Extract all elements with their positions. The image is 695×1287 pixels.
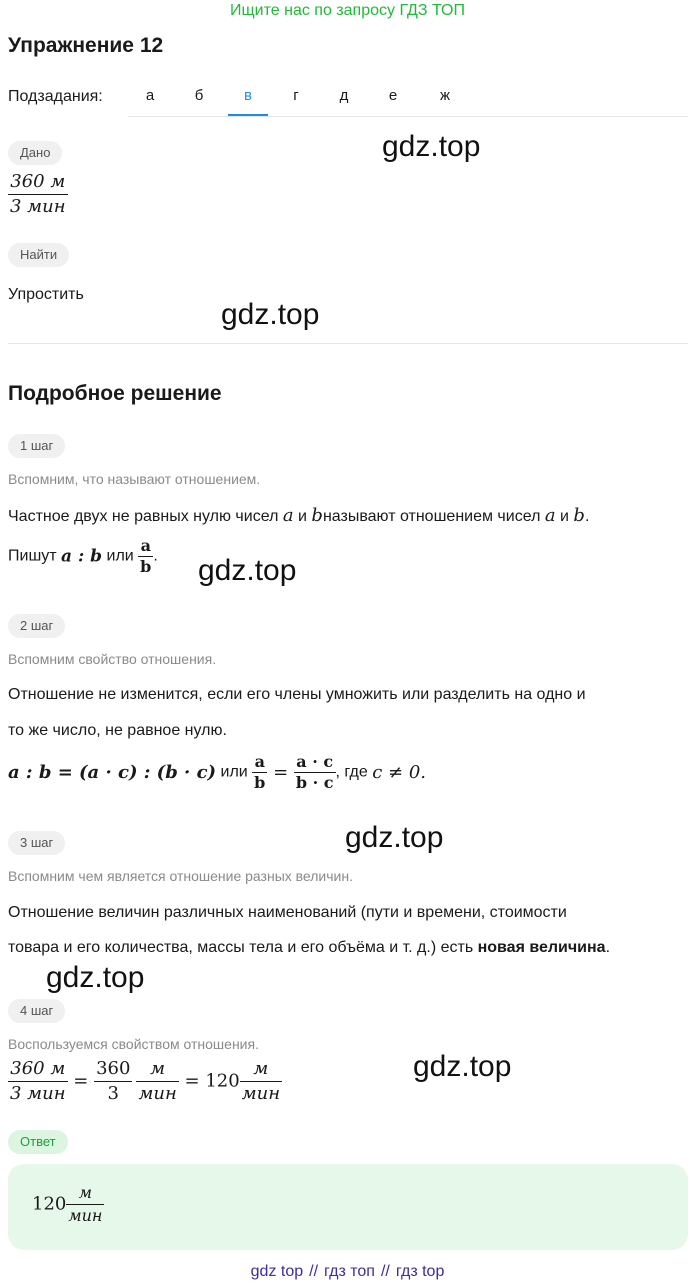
footer-separator: // xyxy=(380,1263,390,1280)
footer-link[interactable]: гдз top xyxy=(395,1263,445,1280)
watermark: gdz.top xyxy=(382,130,481,163)
tab-b[interactable]: б xyxy=(194,87,204,104)
given-denominator: 3 мин xyxy=(10,196,66,217)
page-title: Упражнение 12 xyxy=(8,34,164,57)
step-chip: 4 шаг xyxy=(8,999,65,1023)
solution-formula: $\frac{360 м}{\text{3 мин}}$ = $\frac{360}{3}$ $\frac{м}{\text{мин}}$ = 120 $\frac{м}{\text{мин}}$ xyxy=(10,1058,281,1104)
watermark: gdz.top xyxy=(221,298,320,331)
step-chip: 2 шаг xyxy=(8,614,65,638)
answer-value: 120 $\frac{м}{\text{мин}}$ xyxy=(32,1183,103,1225)
property-formula: a : b = (a · c) : (b · c) или $\frac{a}{b}$ = $\frac{a \cdot c}{b \cdot c}$ , где c ≠ 0. xyxy=(8,752,426,792)
subtasks-label: Подзадания: xyxy=(8,88,103,105)
footer-link[interactable]: gdz top xyxy=(250,1263,304,1280)
step-hint: Воспользуемся свойством отношения. xyxy=(8,1036,259,1052)
step-text: товара и его количества, массы тела и его объёма и т. д.) есть новая величина. xyxy=(8,939,611,956)
top-banner: Ищите нас по запросу ГДЗ ТОП xyxy=(230,2,465,19)
var-b: b xyxy=(311,505,323,526)
footer-links xyxy=(0,1262,695,1282)
watermark: gdz.top xyxy=(46,961,145,994)
ratio-expr: a : b xyxy=(61,546,103,567)
given-numerator: 360 м xyxy=(8,170,68,195)
find-chip: Найти xyxy=(8,243,69,267)
divider xyxy=(8,343,688,344)
var-a: a xyxy=(282,505,294,526)
footer-link[interactable]: гдз топ xyxy=(324,1263,375,1280)
tab-a[interactable]: а xyxy=(145,87,155,104)
step-chip: 1 шаг xyxy=(8,434,65,458)
bold-term: новая величина xyxy=(477,939,606,956)
step-text: Отношение величин различных наименований (пути и времени, стоимости xyxy=(8,904,567,921)
tab-d[interactable]: д xyxy=(339,87,349,104)
watermark: gdz.top xyxy=(198,554,297,587)
footer-separator: // xyxy=(309,1263,319,1280)
tab-e[interactable]: е xyxy=(388,87,398,104)
step-hint: Вспомним, что называют отношением. xyxy=(8,471,261,487)
step-text: то же число, не равное нулю. xyxy=(8,722,227,739)
tab-v[interactable]: в xyxy=(228,80,268,116)
step-text: Отношение не изменится, если его члены умножить или разделить на одно и xyxy=(8,686,586,703)
watermark: gdz.top xyxy=(345,821,444,854)
solution-title: Подробное решение xyxy=(8,382,222,405)
answer-box xyxy=(8,1164,688,1250)
find-text: Упростить xyxy=(8,286,84,303)
given-fraction xyxy=(8,170,68,219)
step-text: Пишут a : b или $\frac{a}{b}$ . xyxy=(8,536,158,576)
given-chip: Дано xyxy=(8,141,62,165)
step-text: Частное двух не равных нулю чисел a и bназывают отношением чисел a и b. xyxy=(8,505,590,526)
watermark: gdz.top xyxy=(413,1050,512,1083)
step-hint: Вспомним свойство отношения. xyxy=(8,651,217,667)
tab-g[interactable]: г xyxy=(293,87,299,104)
ratio-fraction: $\frac{a}{b}$ xyxy=(140,536,152,576)
subtask-tabs xyxy=(128,80,688,117)
step-hint: Вспомним чем является отношение разных величин. xyxy=(8,868,353,884)
tab-zh[interactable]: ж xyxy=(439,87,451,104)
answer-chip: Ответ xyxy=(8,1130,68,1154)
step-chip: 3 шаг xyxy=(8,831,65,855)
